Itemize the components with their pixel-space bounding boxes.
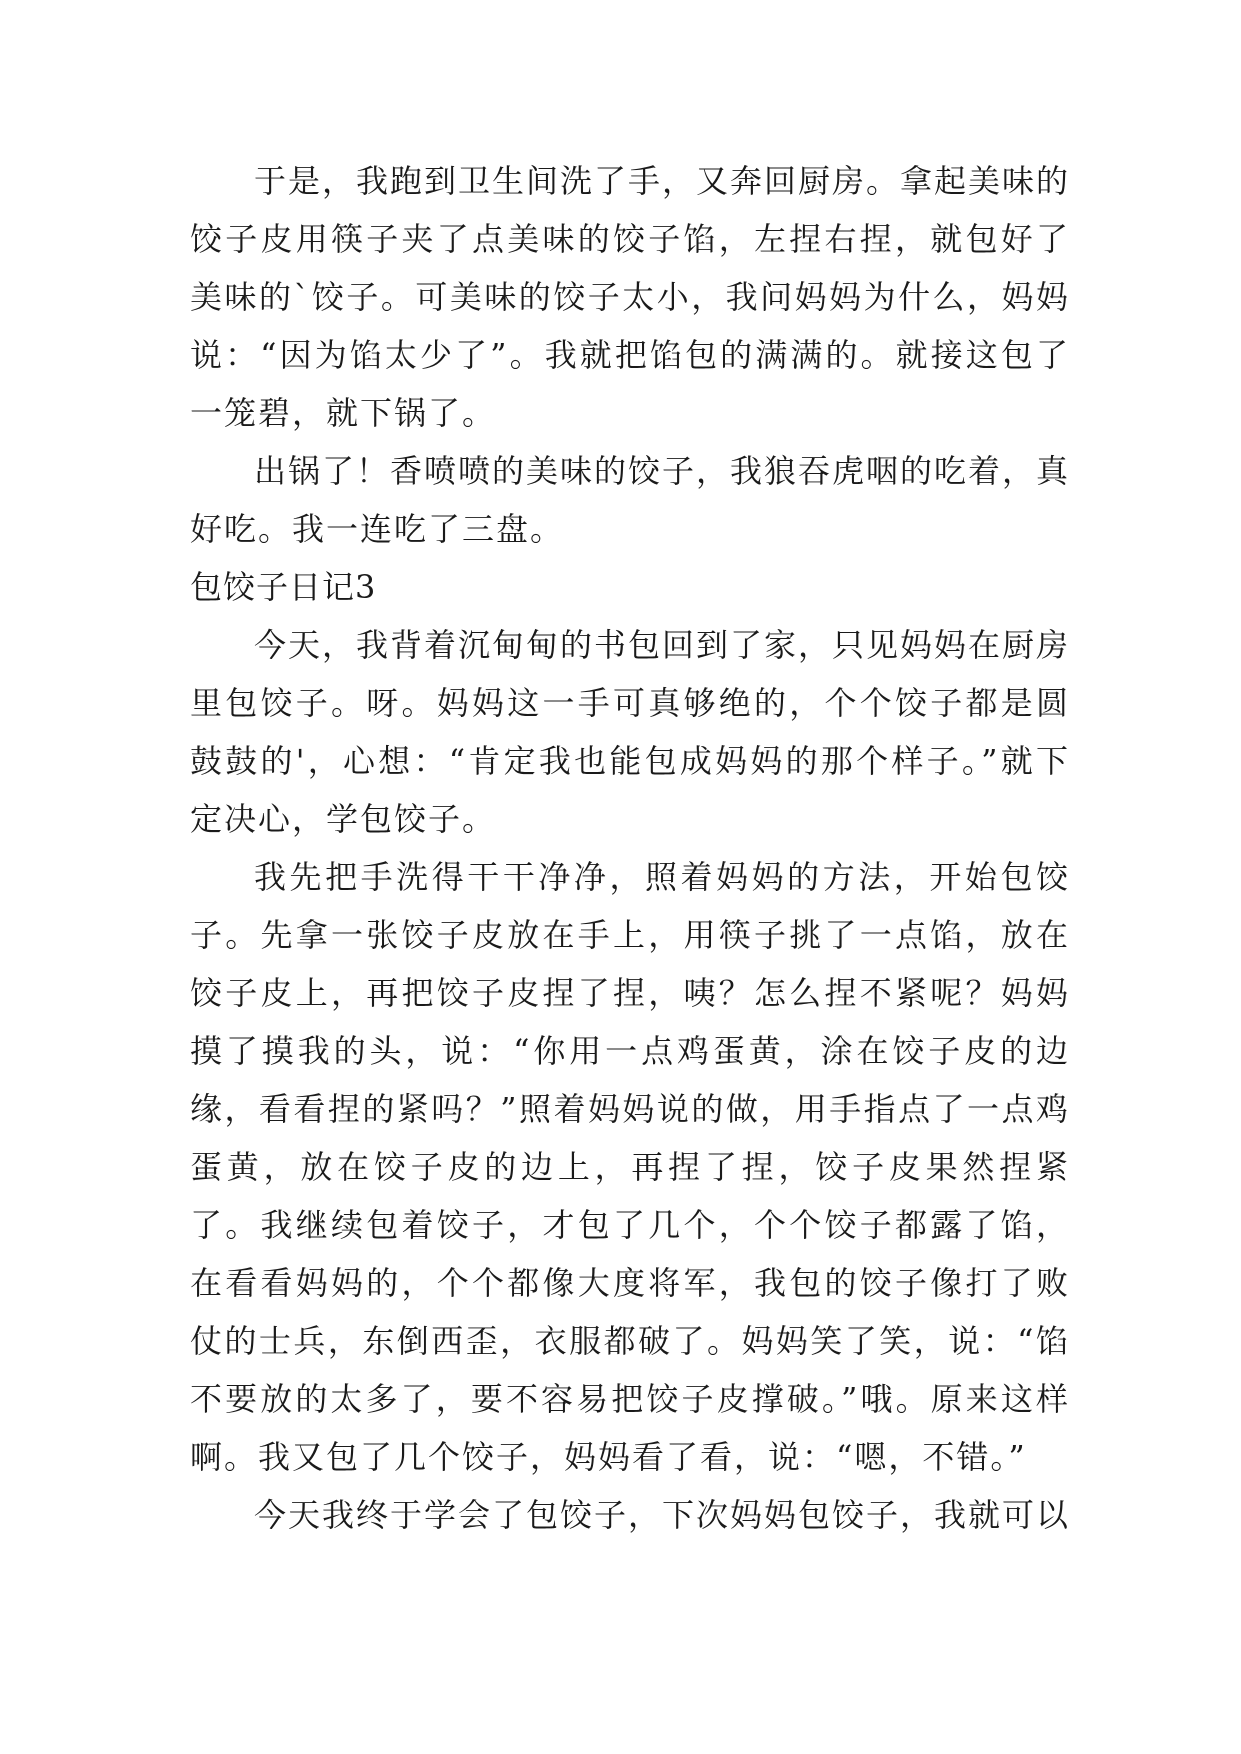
paragraph-conclusion: 今天我终于学会了包饺子，下次妈妈包饺子，我就可以 (254, 1496, 1071, 1534)
section-heading: 包饺子日记3 (190, 568, 377, 606)
document-body (190, 152, 1070, 1544)
paragraph-learning: 我先把手洗得干干净净，照着妈妈的方法，开始包饺子。先拿一张饺子皮放在手上，用筷子挑了一点馅，放在饺子皮上，再把饺子皮捏了捏，咦？怎么捏不紧呢？妈妈摸了摸我的头，说：“你用一点鸡蛋黄，涂在饺子皮的边缘，看看捏的紧吗？”照着妈妈说的做，用手指点了一点鸡蛋黄，放在饺子皮的边上，再捏了捏，饺子皮果然捏紧了。我继续包着饺子，才包了几个，个个饺子都露了馅，在看看妈妈的，个个都像大度将军，我包的饺子像打了败仗的士兵，东倒西歪，衣服都破了。妈妈笑了笑，说：“馅不要放的太多了，要不容易把饺子皮撑破。”哦。原来这样啊。我又包了几个饺子，妈妈看了看，说：“嗯，不错。” (190, 858, 1070, 1476)
paragraph-dumplings-eating: 出锅了！香喷喷的美味的饺子，我狼吞虎咽的吃着，真好吃。我一连吃了三盘。 (190, 452, 1071, 548)
paragraph-coming-home: 今天，我背着沉甸甸的书包回到了家，只见妈妈在厨房里包饺子。呀。妈妈这一手可真够绝的，个个饺子都是圆鼓鼓的'，心想：“肯定我也能包成妈妈的那个样子。”就下定决心，学包饺子。 (190, 626, 1071, 838)
paragraph-dumplings-making: 于是，我跑到卫生间洗了手，又奔回厨房。拿起美味的饺子皮用筷子夹了点美味的饺子馅，左捏右捏，就包好了美味的`饺子。可美味的饺子太小，我问妈妈为什么，妈妈说：“因为馅太少了”。我就把馅包的满满的。就接这包了一笼碧，就下锅了。 (190, 162, 1071, 432)
